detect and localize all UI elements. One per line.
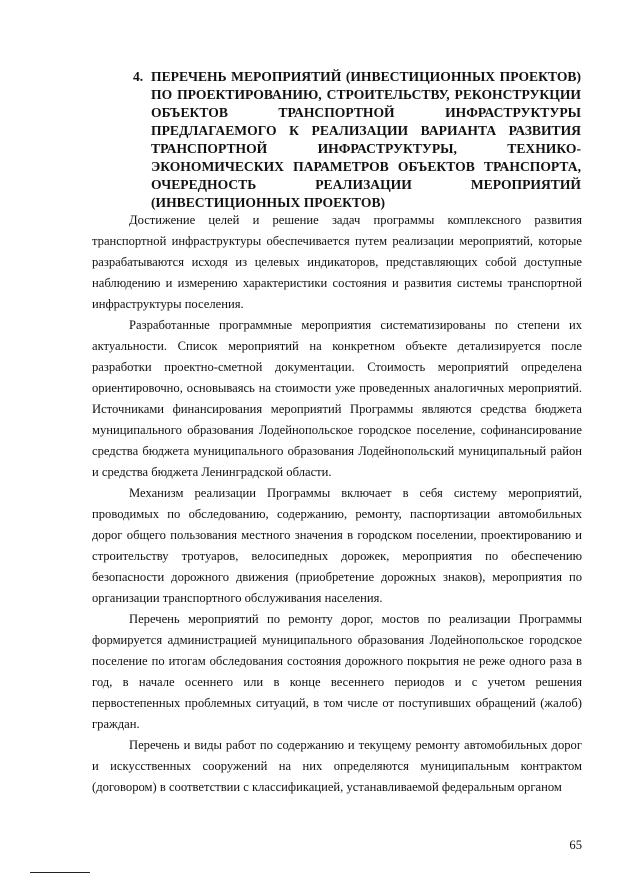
page-number: 65 [569,838,582,852]
paragraph: Перечень мероприятий по ремонту дорог, мостов по реализации Программы формируется администрацией муниципального образования Лодейнопольское городское поселение по итогам обследования состояния дорожного покрытия не реже одного раза в год, в начале осеннего или в конце весеннего периодов и с учетом решения первостепенных проблемных ситуаций, в том числе от поступивших обращений (жалоб) граждан. [92,612,582,731]
paragraph: Механизм реализации Программы включает в себя систему мероприятий, проводимых по обследованию, содержанию, ремонту, паспортизации автомобильных дорог общего пользования местного значения в городском поселении, проектированию и строительству тротуаров, велосипедных дорожек, мероприятия по обеспечению безопасности дорожного движения (приобретение дорожных знаков), мероприятия по организации транспортного обслуживания населения. [92,486,582,605]
body-text [92,210,582,798]
paragraph: Перечень и виды работ по содержанию и текущему ремонту автомобильных дорог и искусственных сооружений на них определяются муниципальным контрактом (договором) в соответствии с классификацией, устанавливаемой федеральным органом [92,738,582,794]
section-number: 4. [133,69,144,84]
paragraph: Разработанные программные мероприятия систематизированы по степени их актуальности. Список мероприятий на конкретном объекте детализируется после разработки проектно-сметной документации. Стоимость мероприятий определена ориентировочно, основываясь на стоимости уже проведенных аналогичных мероприятий. Источниками финансирования мероприятий Программы являются средства бюджета муниципального образования Лодейнопольское городское поселение, софинансирование средства бюджета муниципального образования Лодейнопольский муниципальный район и средства бюджета Ленинградской области. [92,318,582,479]
section-title: ПЕРЕЧЕНЬ МЕРОПРИЯТИЙ (ИНВЕСТИЦИОННЫХ ПРОЕКТОВ) ПО ПРОЕКТИРОВАНИЮ, СТРОИТЕЛЬСТВУ, РЕКОНСТРУКЦИИ ОБЪЕКТОВ ТРАНСПОРТНОЙ ИНФРАСТРУКТУРЫ ПРЕДЛАГАЕМОГО К РЕАЛИЗАЦИИ ВАРИАНТА РАЗВИТИЯ ТРАНСПОРТНОЙ ИНФРАСТРУКТУРЫ, ТЕХНИКО-ЭКОНОМИЧЕСКИХ ПАРАМЕТРОВ ОБЪЕКТОВ ТРАНСПОРТА, ОЧЕРЕДНОСТЬ РЕАЛИЗАЦИИ МЕРОПРИЯТИЙ (ИНВЕСТИЦИОННЫХ ПРОЕКТОВ) [151,69,581,210]
paragraph: Достижение целей и решение задач программы комплексного развития транспортной инфраструктуры обеспечивается путем реализации мероприятий, которые разрабатываются исходя из целевых индикаторов, представляющих собой доступные наблюдению и измерению характеристики состояния и развития системы транспортной инфраструктуры поселения. [92,213,582,311]
footer-divider [30,872,90,873]
